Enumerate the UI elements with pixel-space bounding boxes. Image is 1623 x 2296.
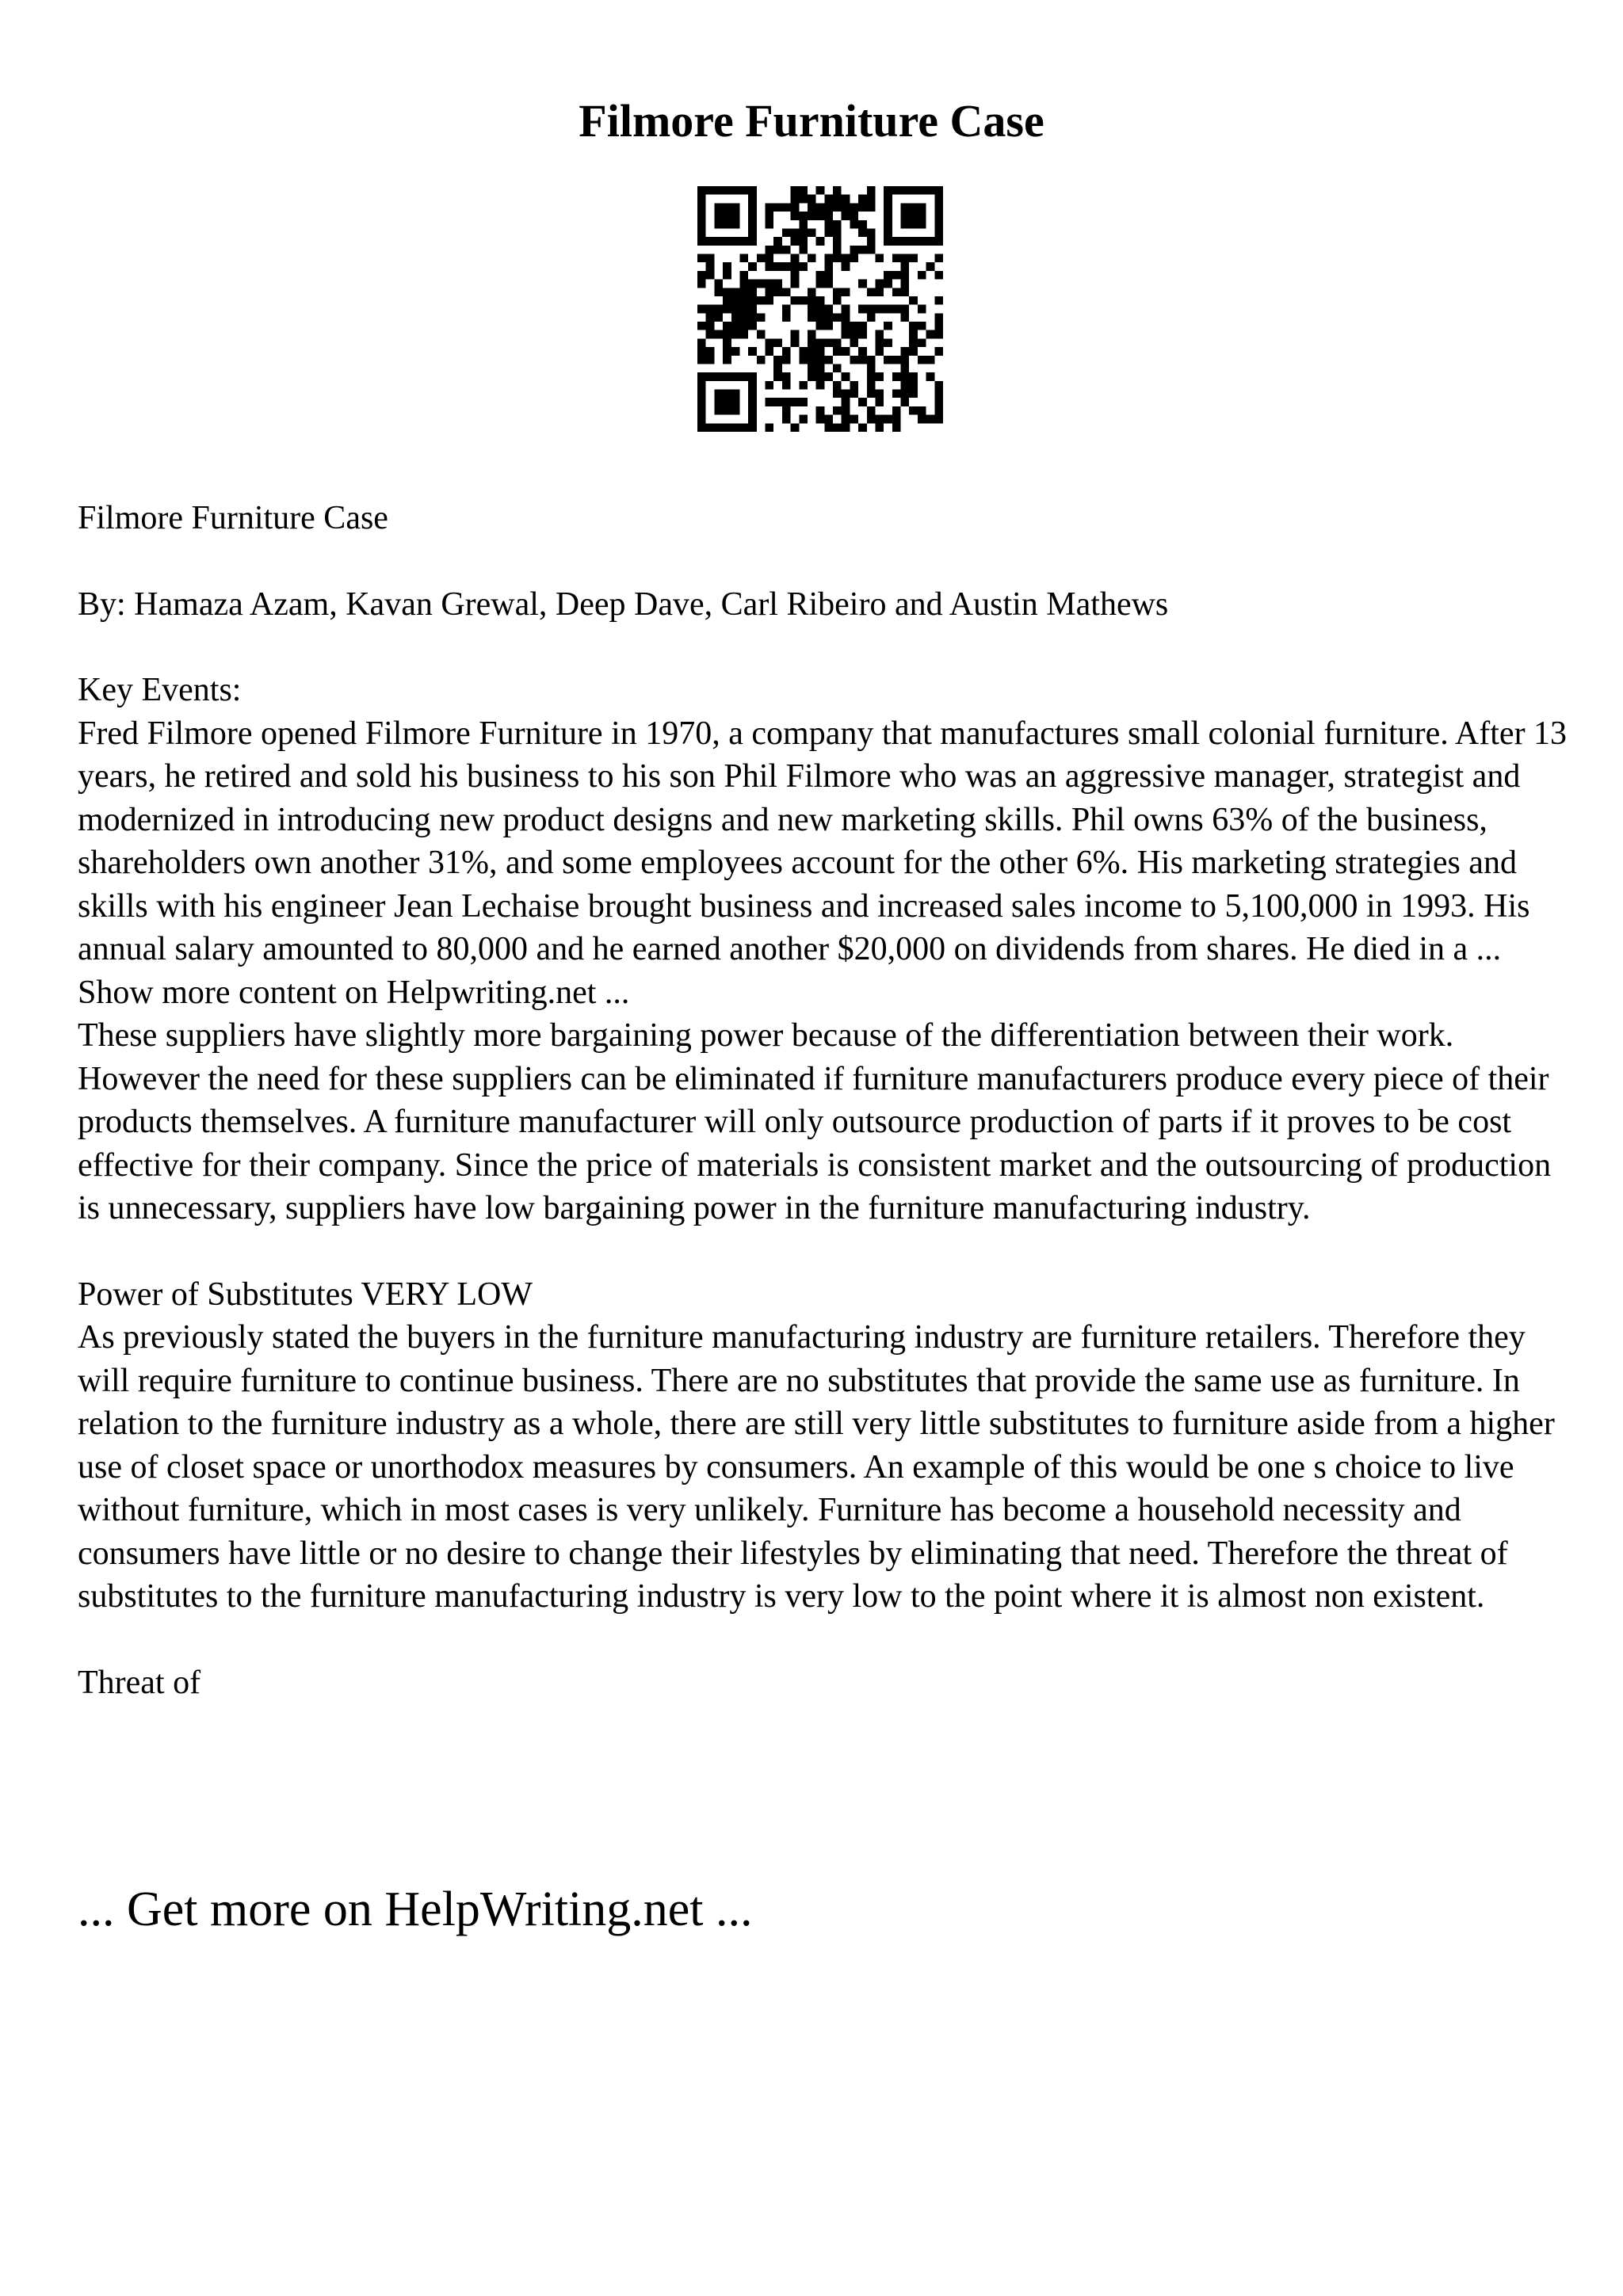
document-body <box>78 497 1568 1704</box>
substitutes-heading: Power of Substitutes VERY LOW <box>78 1276 533 1313</box>
suppliers-paragraph: These suppliers have slightly more bargaining power because of the differentiation between their work. However the need for these suppliers can be eliminated if furniture manufacturers produce every piece of their products themselves. A furniture manufacturer will only outsource production of parts if it proves to be cost effective for their company. Since the price of materials is consistent market and the outsourcing of production is unnecessary, suppliers have low bargaining power in the furniture manufacturing industry. <box>78 1017 1552 1226</box>
key-events-heading: Key Events: <box>78 672 242 708</box>
author-list: By: Hamaza Azam, Kavan Grewal, Deep Dave, Carl Ribeiro and Austin Mathews <box>78 585 1169 623</box>
threat-heading: Threat of <box>78 1664 201 1701</box>
substitutes-paragraph: As previously stated the buyers in the furniture manufacturing industry are furniture retailers. Therefore they will require furniture to continue business. There are no substitutes that provide the same use as furniture. In relation to the furniture industry as a whole, there are still very little substitutes to furniture aside from a higher use of closet space or unorthodox measures by consumers. An example of this would be one s choice to live without furniture, which in most cases is very unlikely. Furniture has become a household necessity and consumers have little or no desire to change their lifestyles by eliminating that need. Therefore the threat of substitutes to the furniture manufacturing industry is very low to the point where it is almost non existent. <box>78 1319 1555 1615</box>
qr-code-icon <box>697 186 943 432</box>
get-more-link[interactable]: ... Get more on HelpWriting.net ... <box>78 1882 753 1936</box>
document-title: Filmore Furniture Case <box>579 95 1044 147</box>
document-subtitle: Filmore Furniture Case <box>78 500 388 536</box>
key-events-paragraph: Fred Filmore opened Filmore Furniture in 1970, a company that manufactures small colonial furniture. After 13 years, he retired and sold his business to his son Phil Filmore who was an aggressive manager, strategist and modernized in introducing new product designs and new marketing skills. Phil owns 63% of the business, shareholders own another 31%, and some employees account for the other 6%. His marketing strategies and skills with his engineer Jean Lechaise brought business and increased sales income to 5,100,000 in 1993. His annual salary amounted to 80,000 and he earned another $20,000 on dividends from shares. He died in a ... Show more content on Helpwriting.net ... <box>78 715 1568 1011</box>
